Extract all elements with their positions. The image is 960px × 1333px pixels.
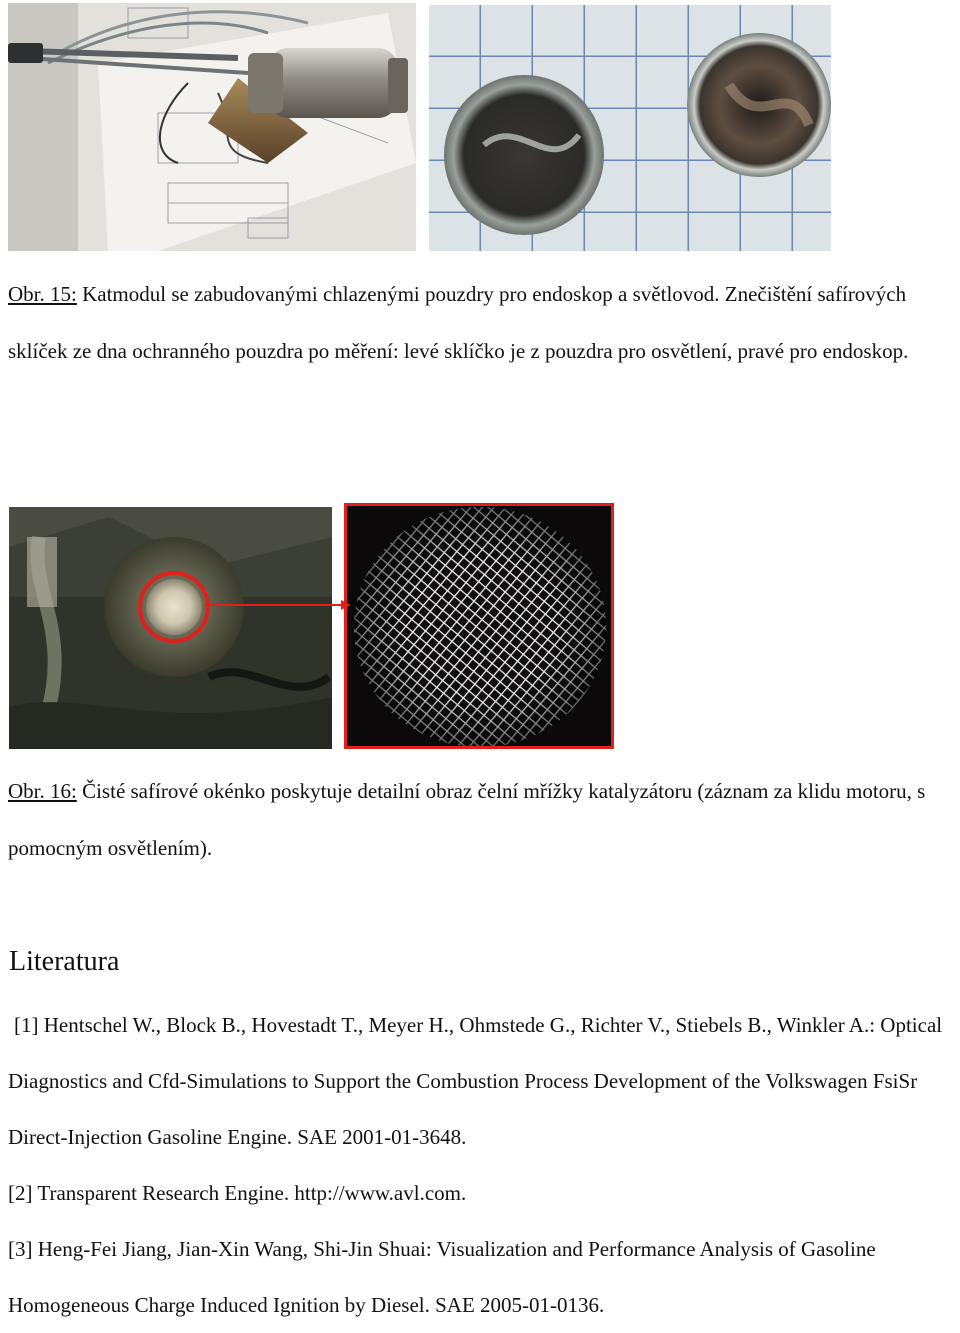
reference-list — [8, 997, 958, 1333]
figure-16-number: Obr. 16: — [8, 779, 77, 803]
reference-text: Heng-Fei Jiang, Jian-Xin Wang, Shi-Jin Shuai: Visualization and Performance Analysis of Gasoline Homogeneous Charge Induced Ignition by Diesel. SAE 2005-01-0136. — [8, 1237, 876, 1317]
reference-number: [1] — [14, 1013, 39, 1037]
figure-16-caption — [8, 763, 958, 876]
engine-window-photo — [9, 507, 332, 749]
reference-item — [8, 997, 958, 1165]
reference-text: Transparent Research Engine. http://www.avl.com. — [32, 1181, 467, 1205]
literature-heading: Literatura — [9, 946, 120, 977]
figure-15-caption — [8, 266, 958, 379]
reference-item — [8, 1165, 958, 1221]
reference-text: Hentschel W., Block B., Hovestadt T., Meyer H., Ohmstede G., Richter V., Stiebels B., Winkler A.: Optical Diagnostics and Cfd-Simulations to Support the Combustion Process Development of the Volkswagen FsiSr Direct-Injection Gasoline Engine. SAE 2001-01-3648. — [8, 1013, 943, 1149]
arrow-icon — [205, 598, 351, 612]
figure-15-caption-text: Katmodul se zabudovanými chlazenými pouzdry pro endoskop a světlovod. Znečištění safírových sklíček ze dna ochranného pouzdra po měření: levé sklíčko je z pouzdra pro osvětlení, pravé pro endoskop. — [8, 282, 909, 363]
reference-number: [3] — [8, 1237, 33, 1261]
catalyst-grid-endoscope-view — [344, 503, 614, 749]
catalytic-module-photo — [8, 3, 416, 251]
sapphire-glasses-photo — [429, 5, 831, 251]
figure-15-number: Obr. 15: — [8, 282, 77, 306]
reference-item — [8, 1221, 958, 1333]
figure-16-caption-text: Čisté safírové okénko poskytuje detailní obraz čelní mřížky katalyzátoru (záznam za klidu motoru, s pomocným osvětlením). — [8, 779, 926, 860]
reference-number: [2] — [8, 1181, 33, 1205]
